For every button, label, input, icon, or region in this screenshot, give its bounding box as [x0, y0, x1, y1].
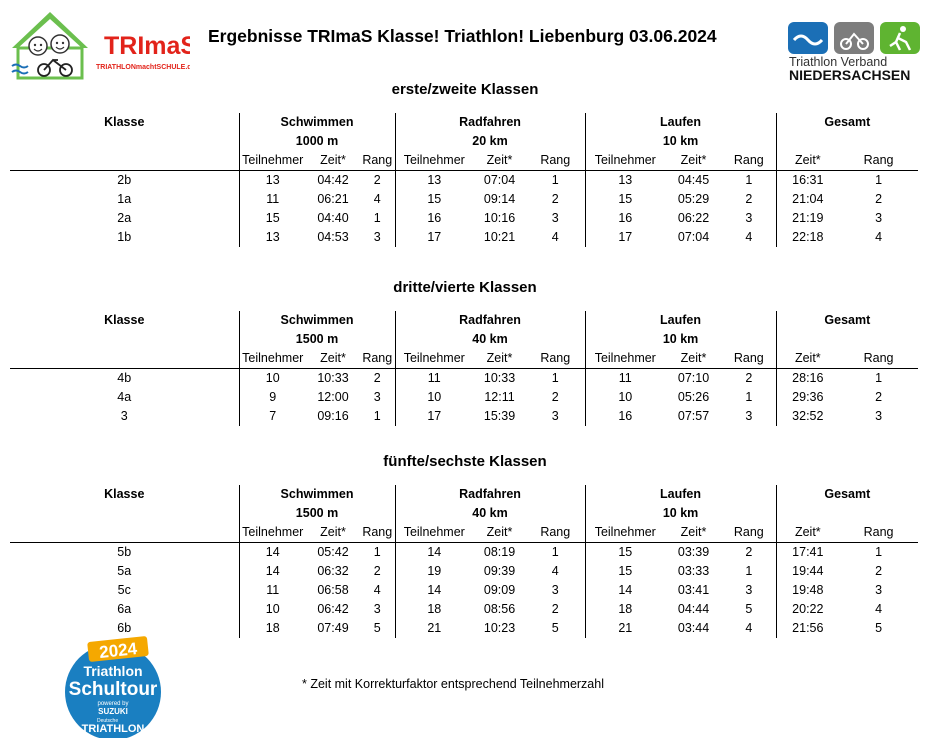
- cell-klasse: 1b: [117, 230, 132, 244]
- col-rang: Rang: [722, 151, 776, 171]
- dist-bike: 40 km: [395, 330, 585, 349]
- cell-swim-zeit: 10:33: [317, 371, 349, 385]
- cell-run-teilnehmer: 13: [585, 171, 665, 191]
- cell-swim-rang: 4: [373, 192, 381, 206]
- col-zeit: Zeit*: [306, 151, 360, 171]
- table-row: [10, 388, 918, 407]
- section-title-2: dritte/vierte Klassen: [393, 279, 537, 296]
- page-title: Ergebnisse TRImaS Klasse! Triathlon! Liebenburg 03.06.2024: [208, 26, 717, 46]
- schultour-org-small: Deutsche: [97, 718, 119, 724]
- cell-bike-teilnehmer: 17: [395, 407, 473, 426]
- cell-run-teilnehmer: 16: [585, 407, 665, 426]
- cell-bike-zeit: 09:14: [483, 192, 516, 206]
- col-teilnehmer: Teilnehmer: [239, 349, 306, 369]
- cell-run-rang: 4: [745, 621, 753, 635]
- cell-swim-zeit: 04:42: [317, 173, 349, 187]
- cell-swim-teilnehmer: 10: [239, 369, 306, 389]
- header-laufen: Laufen: [585, 113, 776, 132]
- cell-gesamt-rang: 5: [875, 621, 883, 635]
- cell-run-zeit: 03:44: [677, 621, 710, 635]
- cell-bike-zeit: 10:33: [483, 371, 516, 385]
- cell-gesamt-zeit: 29:36: [776, 388, 839, 407]
- cell-bike-teilnehmer: 19: [395, 562, 473, 581]
- table-row: [10, 209, 918, 228]
- cell-run-zeit: 07:04: [677, 230, 710, 244]
- cell-klasse: 1a: [117, 192, 132, 206]
- cell-run-teilnehmer: 18: [585, 600, 665, 619]
- verband-logo: [788, 20, 924, 82]
- cell-swim-teilnehmer: 11: [239, 190, 306, 209]
- cell-run-teilnehmer: 14: [585, 581, 665, 600]
- cell-bike-rang: 5: [551, 621, 559, 635]
- table-row: [10, 562, 918, 581]
- header-laufen: Laufen: [585, 311, 776, 330]
- cell-gesamt-zeit: 19:44: [776, 562, 839, 581]
- cell-run-zeit: 06:22: [677, 211, 710, 225]
- cell-gesamt-rang: 3: [875, 211, 883, 225]
- cell-swim-rang: 2: [373, 173, 381, 187]
- cell-klasse: 2b: [117, 173, 132, 187]
- cell-bike-rang: 3: [551, 409, 559, 423]
- col-zeit: Zeit*: [665, 151, 722, 171]
- col-rang: Rang: [526, 349, 585, 369]
- cell-klasse: 6b: [117, 621, 132, 635]
- cell-swim-teilnehmer: 10: [239, 600, 306, 619]
- header-radfahren: Radfahren: [395, 113, 585, 132]
- schultour-powered: powered by: [97, 701, 129, 707]
- results-table-1: [10, 113, 918, 247]
- cell-gesamt-zeit: 16:31: [776, 171, 839, 191]
- cell-run-teilnehmer: 10: [585, 388, 665, 407]
- header-gesamt: Gesamt: [776, 113, 918, 132]
- cell-swim-teilnehmer: 13: [239, 228, 306, 247]
- cell-run-rang: 4: [745, 230, 753, 244]
- col-zeit: Zeit*: [473, 349, 526, 369]
- cell-klasse: 3: [120, 409, 128, 423]
- dist-bike: 40 km: [395, 504, 585, 523]
- dist-swim: 1500 m: [239, 330, 395, 349]
- cell-run-zeit: 07:10: [677, 371, 710, 385]
- cell-gesamt-zeit: 32:52: [776, 407, 839, 426]
- cell-gesamt-rang: 1: [875, 173, 883, 187]
- cell-swim-zeit: 09:16: [317, 409, 349, 423]
- cell-gesamt-rang: 1: [875, 371, 883, 385]
- cell-swim-teilnehmer: 7: [239, 407, 306, 426]
- cell-run-teilnehmer: 15: [585, 562, 665, 581]
- cell-run-teilnehmer: 21: [585, 619, 665, 638]
- col-rang: Rang: [360, 151, 395, 171]
- cell-bike-teilnehmer: 15: [395, 190, 473, 209]
- cell-swim-teilnehmer: 14: [239, 543, 306, 563]
- col-rang: Rang: [839, 349, 918, 369]
- cell-bike-zeit: 08:19: [483, 545, 516, 559]
- cell-bike-teilnehmer: 18: [395, 600, 473, 619]
- cell-gesamt-zeit: 21:04: [776, 190, 839, 209]
- col-teilnehmer: Teilnehmer: [585, 349, 665, 369]
- cell-run-zeit: 04:45: [677, 173, 710, 187]
- table-row: [10, 171, 918, 191]
- cell-klasse: 6a: [117, 602, 132, 616]
- cell-gesamt-zeit: 22:18: [776, 228, 839, 247]
- section-title-1: erste/zweite Klassen: [391, 81, 539, 98]
- cell-swim-zeit: 06:42: [317, 602, 349, 616]
- col-rang: Rang: [360, 349, 395, 369]
- cell-swim-rang: 2: [373, 564, 381, 578]
- col-zeit: Zeit*: [665, 349, 722, 369]
- cell-run-teilnehmer: 15: [585, 190, 665, 209]
- cell-swim-zeit: 06:21: [317, 192, 349, 206]
- cell-run-rang: 2: [745, 371, 753, 385]
- cell-gesamt-rang: 4: [875, 602, 883, 616]
- cell-run-rang: 3: [745, 211, 753, 225]
- cell-bike-zeit: 07:04: [483, 173, 516, 187]
- header-klasse: Klasse: [104, 313, 145, 327]
- col-zeit: Zeit*: [776, 523, 839, 543]
- schultour-logo: [62, 636, 168, 738]
- cell-bike-rang: 2: [551, 390, 559, 404]
- header-gesamt: Gesamt: [776, 485, 918, 504]
- dist-bike: 20 km: [395, 132, 585, 151]
- col-rang: Rang: [722, 523, 776, 543]
- cell-run-rang: 5: [745, 602, 753, 616]
- cell-klasse: 5c: [117, 583, 131, 597]
- cell-bike-zeit: 12:11: [484, 390, 515, 404]
- col-rang: Rang: [839, 151, 918, 171]
- col-zeit: Zeit*: [776, 349, 839, 369]
- cell-swim-teilnehmer: 14: [239, 562, 306, 581]
- cell-run-zeit: 05:26: [677, 390, 710, 404]
- cell-gesamt-rang: 3: [875, 409, 883, 423]
- cell-bike-teilnehmer: 14: [395, 581, 473, 600]
- verband-line2: NIEDERSACHSEN: [789, 67, 911, 82]
- section-title-3: fünfte/sechste Klassen: [383, 453, 547, 470]
- cell-run-zeit: 05:29: [677, 192, 710, 206]
- cell-bike-zeit: 10:23: [483, 621, 516, 635]
- cell-run-rang: 1: [745, 173, 753, 187]
- cell-swim-teilnehmer: 18: [239, 619, 306, 638]
- col-teilnehmer: Teilnehmer: [585, 151, 665, 171]
- header-gesamt: Gesamt: [776, 311, 918, 330]
- cell-run-zeit: 03:39: [677, 545, 710, 559]
- cell-gesamt-rang: 3: [875, 583, 883, 597]
- cell-klasse: 4a: [117, 390, 132, 404]
- cell-run-rang: 2: [745, 545, 753, 559]
- dist-run: 10 km: [585, 330, 776, 349]
- col-teilnehmer: Teilnehmer: [585, 523, 665, 543]
- header-schwimmen: Schwimmen: [239, 485, 395, 504]
- schultour-org: TRIATHLON: [81, 723, 145, 735]
- cell-swim-zeit: 04:40: [317, 211, 349, 225]
- cell-gesamt-rang: 2: [875, 192, 883, 206]
- cell-swim-teilnehmer: 9: [239, 388, 306, 407]
- col-zeit: Zeit*: [473, 523, 526, 543]
- cell-swim-rang: 1: [373, 545, 381, 559]
- schultour-sponsor: SUZUKI: [98, 707, 128, 716]
- header-schwimmen: Schwimmen: [239, 311, 395, 330]
- col-teilnehmer: Teilnehmer: [239, 151, 306, 171]
- cell-bike-teilnehmer: 10: [395, 388, 473, 407]
- cell-swim-rang: 3: [373, 230, 381, 244]
- cell-gesamt-zeit: 20:22: [776, 600, 839, 619]
- col-zeit: Zeit*: [776, 151, 839, 171]
- cell-run-rang: 2: [745, 192, 753, 206]
- cell-swim-zeit: 05:42: [317, 545, 349, 559]
- cell-bike-rang: 3: [551, 211, 559, 225]
- col-rang: Rang: [360, 523, 395, 543]
- cell-bike-rang: 2: [551, 602, 559, 616]
- cell-bike-rang: 3: [551, 583, 559, 597]
- dist-swim: 1500 m: [239, 504, 395, 523]
- col-zeit: Zeit*: [473, 151, 526, 171]
- cell-run-zeit: 07:57: [677, 409, 710, 423]
- cell-bike-teilnehmer: 11: [395, 369, 473, 389]
- table-row: [10, 543, 918, 563]
- cell-klasse: 4b: [117, 371, 132, 385]
- cell-run-rang: 3: [745, 583, 753, 597]
- cell-gesamt-zeit: 17:41: [776, 543, 839, 563]
- footnote: * Zeit mit Korrekturfaktor entsprechend Teilnehmerzahl: [302, 677, 604, 691]
- cell-bike-teilnehmer: 16: [395, 209, 473, 228]
- cell-swim-zeit: 04:53: [317, 230, 349, 244]
- col-teilnehmer: Teilnehmer: [395, 349, 473, 369]
- cell-run-rang: 1: [745, 390, 753, 404]
- col-rang: Rang: [526, 523, 585, 543]
- table-row: [10, 600, 918, 619]
- cell-klasse: 2a: [117, 211, 132, 225]
- header-radfahren: Radfahren: [395, 485, 585, 504]
- table-row: [10, 369, 918, 389]
- cell-swim-zeit: 06:58: [317, 583, 349, 597]
- cell-run-teilnehmer: 17: [585, 228, 665, 247]
- cell-gesamt-rang: 4: [875, 230, 883, 244]
- cell-gesamt-zeit: 21:56: [776, 619, 839, 638]
- cell-swim-rang: 2: [373, 371, 381, 385]
- header-radfahren: Radfahren: [395, 311, 585, 330]
- cell-bike-zeit: 10:21: [483, 230, 516, 244]
- cell-klasse: 5b: [117, 545, 132, 559]
- header-laufen: Laufen: [585, 485, 776, 504]
- cell-bike-teilnehmer: 14: [395, 543, 473, 563]
- col-teilnehmer: Teilnehmer: [395, 523, 473, 543]
- cell-gesamt-rang: 2: [875, 390, 883, 404]
- results-table-2: [10, 311, 918, 426]
- cell-swim-rang: 5: [373, 621, 381, 635]
- col-rang: Rang: [722, 349, 776, 369]
- cell-bike-teilnehmer: 21: [395, 619, 473, 638]
- col-zeit: Zeit*: [665, 523, 722, 543]
- col-rang: Rang: [839, 523, 918, 543]
- cell-run-zeit: 03:33: [677, 564, 710, 578]
- cell-swim-rang: 1: [373, 409, 381, 423]
- schultour-line1: Triathlon: [83, 663, 143, 679]
- table-row: [10, 581, 918, 600]
- header-klasse: Klasse: [104, 487, 145, 501]
- cell-bike-teilnehmer: 13: [395, 171, 473, 191]
- cell-bike-rang: 2: [551, 192, 559, 206]
- cell-bike-zeit: 08:56: [483, 602, 516, 616]
- col-teilnehmer: Teilnehmer: [395, 151, 473, 171]
- cell-swim-zeit: 12:00: [317, 390, 349, 404]
- cell-bike-rang: 1: [551, 173, 559, 187]
- cell-bike-zeit: 09:09: [483, 583, 516, 597]
- cell-gesamt-rang: 1: [875, 545, 883, 559]
- cell-bike-zeit: 15:39: [483, 409, 516, 423]
- cell-bike-rang: 1: [551, 371, 559, 385]
- col-zeit: Zeit*: [306, 349, 360, 369]
- trimas-tagline: TRIATHLONmachtSCHULE.de: [96, 64, 190, 71]
- cell-swim-teilnehmer: 13: [239, 171, 306, 191]
- dist-run: 10 km: [585, 132, 776, 151]
- cell-gesamt-zeit: 21:19: [776, 209, 839, 228]
- cell-run-teilnehmer: 11: [585, 369, 665, 389]
- cell-bike-rang: 1: [551, 545, 559, 559]
- table-row: [10, 190, 918, 209]
- trimas-name: TRImaS: [104, 32, 190, 60]
- dist-swim: 1000 m: [239, 132, 395, 151]
- verband-line1: Triathlon Verband: [789, 55, 888, 69]
- cell-swim-zeit: 07:49: [317, 621, 349, 635]
- table-row: [10, 228, 918, 247]
- trimas-logo: [8, 8, 190, 80]
- cell-swim-rang: 3: [373, 602, 381, 616]
- cell-bike-zeit: 10:16: [483, 211, 516, 225]
- cell-bike-teilnehmer: 17: [395, 228, 473, 247]
- header-klasse: Klasse: [104, 115, 145, 129]
- cell-gesamt-zeit: 28:16: [776, 369, 839, 389]
- cell-bike-rang: 4: [551, 230, 559, 244]
- cell-swim-rang: 3: [373, 390, 381, 404]
- header-schwimmen: Schwimmen: [239, 113, 395, 132]
- col-teilnehmer: Teilnehmer: [239, 523, 306, 543]
- cell-run-teilnehmer: 16: [585, 209, 665, 228]
- results-table-3: [10, 485, 918, 638]
- cell-bike-zeit: 09:39: [483, 564, 516, 578]
- cell-run-zeit: 03:41: [677, 583, 710, 597]
- schultour-year: 2024: [98, 639, 138, 662]
- col-zeit: Zeit*: [306, 523, 360, 543]
- table-row: [10, 407, 918, 426]
- cell-run-teilnehmer: 15: [585, 543, 665, 563]
- cell-swim-teilnehmer: 11: [239, 581, 306, 600]
- cell-gesamt-rang: 2: [875, 564, 883, 578]
- cell-bike-rang: 4: [551, 564, 559, 578]
- col-rang: Rang: [526, 151, 585, 171]
- cell-run-zeit: 04:44: [677, 602, 710, 616]
- cell-swim-teilnehmer: 15: [239, 209, 306, 228]
- cell-klasse: 5a: [117, 564, 132, 578]
- schultour-line2: Schultour: [68, 679, 158, 700]
- cell-swim-rang: 4: [373, 583, 381, 597]
- cell-gesamt-zeit: 19:48: [776, 581, 839, 600]
- dist-run: 10 km: [585, 504, 776, 523]
- cell-swim-rang: 1: [373, 211, 381, 225]
- cell-swim-zeit: 06:32: [317, 564, 349, 578]
- cell-run-rang: 1: [745, 564, 753, 578]
- cell-run-rang: 3: [745, 409, 753, 423]
